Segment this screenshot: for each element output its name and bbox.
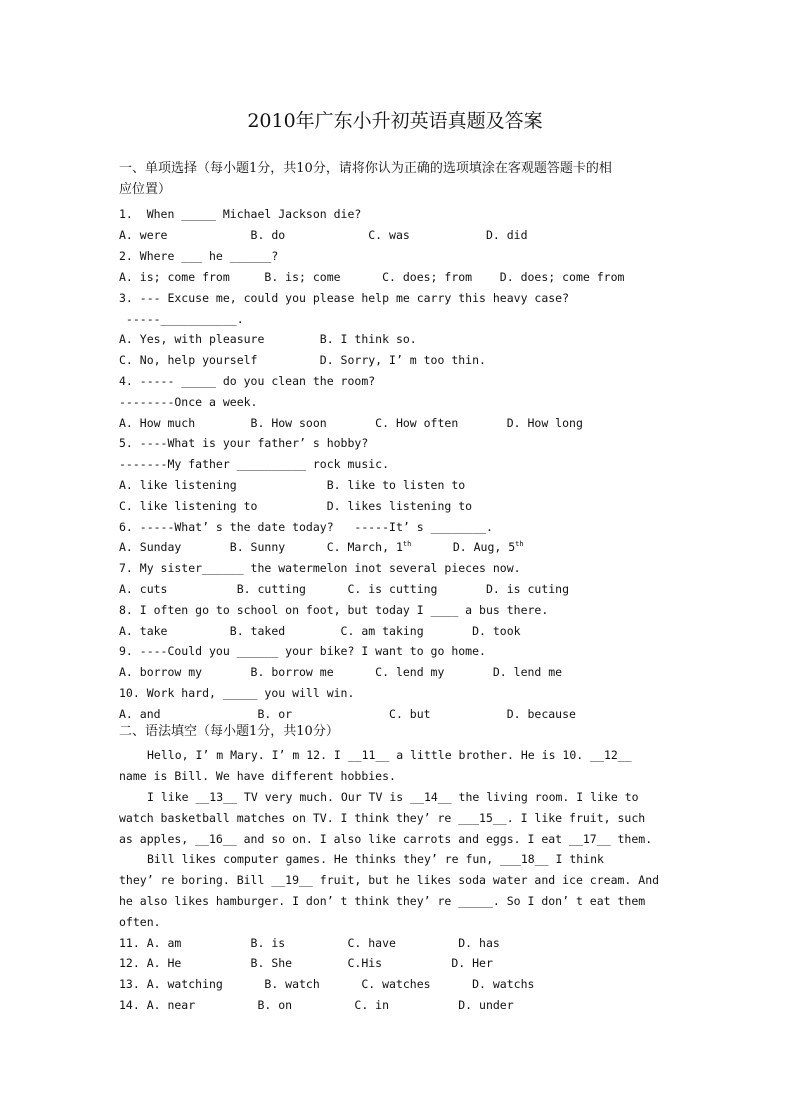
q6-superscript-d: th [515, 540, 524, 549]
q3-stem: 3. --- Excuse me, could you please help me carry this heavy case? [119, 291, 570, 305]
passage-p3-line4: often. [119, 915, 161, 929]
q11-options: 11. A. am B. is C. have D. has [119, 936, 500, 950]
q8-stem: 8. I often go to school on foot, but today I ____ a bus there. [119, 603, 549, 617]
q4-stem: 4. ----- _____ do you clean the room? [119, 374, 376, 388]
q6-options [119, 540, 524, 554]
q5-stem: 5. ----What is your father’ s hobby? [119, 436, 369, 450]
q10-stem: 10. Work hard, _____ you will win. [119, 686, 355, 700]
q5-answer: -------My father __________ rock music. [119, 457, 390, 471]
q3-options-cd: C. No, help yourself D. Sorry, I’ m too thin. [119, 353, 486, 367]
q10-options: A. and B. or C. but D. because [119, 707, 576, 721]
passage-p2-line1: I like __13__ TV very much. Our TV is __14__ the living room. I like to [147, 790, 639, 804]
q3-options-ab: A. Yes, with pleasure B. I think so. [119, 332, 417, 346]
q6-option-d: D. Aug, 5 [411, 540, 516, 554]
passage-p1-line1: Hello, I’ m Mary. I’ m 12. I __11__ a little brother. He is 10. __12__ [147, 748, 632, 762]
passage-p3-line3: he also likes hamburger. I don’ t think they’ re _____. So I don’ t eat them [119, 894, 646, 908]
q1-options: A. were B. do C. was D. did [119, 228, 528, 242]
q9-options: A. borrow my B. borrow me C. lend my D. lend me [119, 665, 563, 679]
q12-options: 12. A. He B. She C.His D. Her [119, 956, 493, 970]
section1-heading: 一、单项选择（每小题1分，共10分，请将你认为正确的选项填涂在客观题答题卡的相 [119, 161, 612, 176]
passage-p1-line2: name is Bill. We have different hobbies. [119, 769, 396, 783]
q4-options: A. How much B. How soon C. How often D. How long [119, 416, 583, 430]
q6-stem: 6. -----What’ s the date today? -----It’ s ________. [119, 520, 493, 534]
q6-options-abc: A. Sunday B. Sunny C. March, 1 [119, 540, 403, 554]
q7-options: A. cuts B. cutting C. is cutting D. is cuting [119, 582, 570, 596]
passage-p2-line2: watch basketball matches on TV. I think they’ re ___15__. I like fruit, such [119, 811, 646, 825]
q5-options-cd: C. like listening to D. likes listening to [119, 499, 473, 513]
q9-stem: 9. ----Could you ______ your bike? I want to go home. [119, 644, 486, 658]
q4-answer: --------Once a week. [119, 395, 258, 409]
passage-p3-line2: they’ re boring. Bill __19__ fruit, but he likes soda water and ice cream. And [119, 873, 660, 887]
page-title: 2010年广东小升初英语真题及答案 [247, 110, 543, 132]
q7-stem: 7. My sister______ the watermelon inot several pieces now. [119, 561, 521, 575]
q14-options: 14. A. near B. on C. in D. under [119, 998, 514, 1012]
q13-options: 13. A. watching B. watch C. watches D. watchs [119, 977, 535, 991]
q5-options-ab: A. like listening B. like to listen to [119, 478, 466, 492]
q2-stem: 2. Where ___ he ______? [119, 249, 279, 263]
q6-superscript-c: th [402, 540, 412, 549]
q8-options: A. take B. taked C. am taking D. took [119, 624, 521, 638]
passage-p2-line3: as apples, __16__ and so on. I also like carrots and eggs. I eat __17__ them. [119, 832, 653, 846]
q1-stem: 1. When _____ Michael Jackson die? [119, 207, 362, 221]
passage-p3-line1: Bill likes computer games. He thinks they’ re fun, ___18__ I think [147, 852, 604, 866]
q3-blank: -----___________. [119, 312, 244, 326]
q2-options: A. is; come from B. is; come C. does; from D. does; come from [119, 270, 625, 284]
section2-heading: 二、语法填空（每小题1分，共10分） [119, 724, 339, 739]
section1-heading-cont: 应位置） [119, 182, 172, 197]
